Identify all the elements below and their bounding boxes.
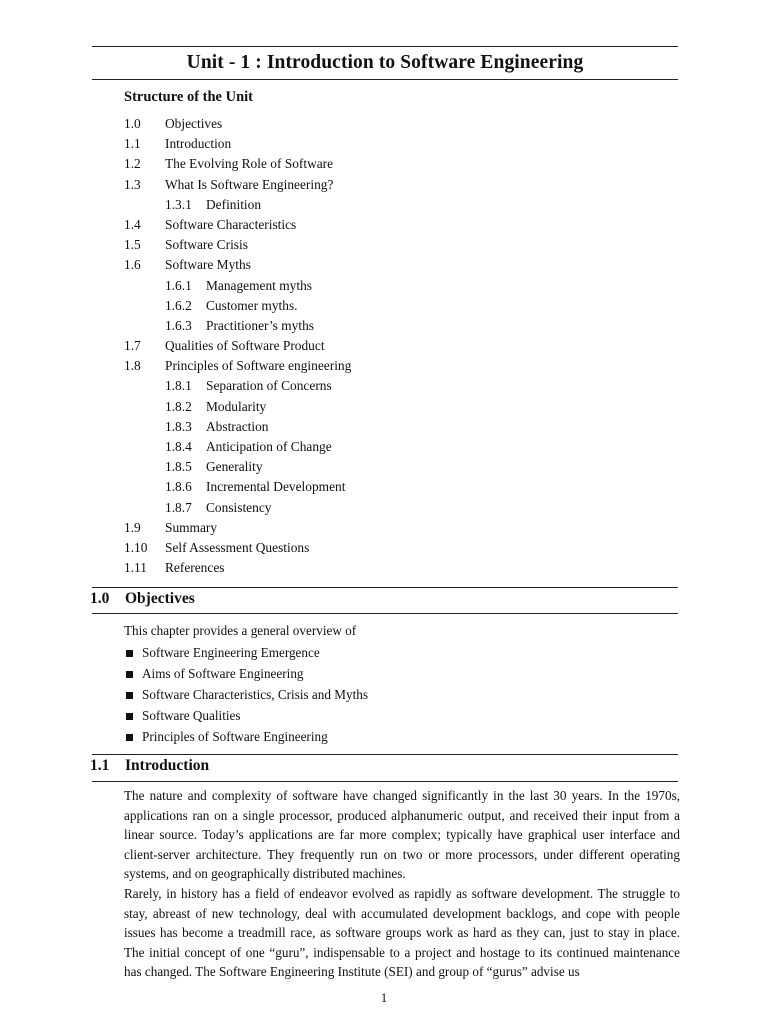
structure-item-label: Software Characteristics — [165, 216, 297, 232]
structure-item-label: Abstraction — [206, 418, 269, 434]
objective-bullet-item — [124, 664, 368, 685]
structure-item-label: Software Myths — [165, 257, 251, 273]
objective-bullet-item — [124, 643, 368, 664]
objectives-bottom-rule — [92, 613, 678, 614]
structure-item-label: Qualities of Software Product — [165, 338, 325, 354]
square-bullet-icon — [126, 713, 133, 720]
square-bullet-icon — [126, 692, 133, 699]
objectives-intro: This chapter provides a general overview of — [124, 623, 357, 638]
objective-bullet-text: Principles of Software Engineering — [142, 728, 328, 744]
structure-item-label: Management myths — [206, 277, 312, 293]
objective-bullet-text: Software Engineering Emergence — [142, 645, 320, 660]
objectives-title: Objectives — [125, 590, 195, 607]
structure-item-number: 1.8.6 — [165, 479, 192, 495]
objective-bullet-item — [124, 685, 368, 706]
introduction-paragraph-1: The nature and complexity of software have changed significantly in the last 30 years. In the 1970s, applications ran on a single processor, produced alphanumeric output, and received their input from a linear source. Today’s applications are far more complex; typically have graphical user interface and client-server architecture. They frequently run on two or more processors, under different operating systems, and on geographically distributed machines. — [124, 788, 680, 882]
structure-item-number: 1.9 — [124, 519, 141, 535]
structure-item-number: 1.8.2 — [165, 398, 192, 414]
structure-item-number: 1.11 — [124, 560, 147, 576]
page-number: 1 — [380, 990, 388, 1005]
structure-item-label: References — [165, 560, 225, 576]
structure-item-number: 1.6.2 — [165, 297, 192, 313]
page-title: Unit - 1 : Introduction to Software Engineering — [186, 52, 584, 73]
structure-item-label: Customer myths. — [206, 297, 298, 313]
structure-item-number: 1.8.3 — [165, 418, 192, 434]
structure-item-label: Definition — [206, 196, 262, 212]
structure-item-label: Software Crisis — [165, 237, 248, 253]
objective-bullet-text: Aims of Software Engineering — [142, 665, 304, 681]
structure-item-label: Practitioner’s myths — [206, 317, 314, 333]
introduction-heading — [90, 757, 209, 775]
structure-item-number: 1.8.5 — [165, 459, 192, 475]
structure-item-number: 1.3.1 — [165, 196, 192, 212]
structure-item-label: Generality — [206, 459, 263, 475]
objectives-number: 1.0 — [90, 590, 110, 607]
structure-item-label: Self Assessment Questions — [165, 539, 310, 555]
objective-bullet-item — [124, 706, 368, 727]
title-bottom-rule — [92, 79, 678, 80]
structure-item-label: Principles of Software engineering — [165, 358, 352, 374]
structure-heading: Structure of the Unit — [124, 89, 254, 105]
structure-item-label: Anticipation of Change — [206, 439, 332, 454]
structure-item-label: Summary — [165, 519, 218, 535]
structure-item-label: What Is Software Engineering? — [165, 176, 334, 192]
structure-item-number: 1.2 — [124, 156, 141, 172]
structure-item-number: 1.6.1 — [165, 277, 192, 293]
structure-item-number: 1.3 — [124, 176, 141, 192]
structure-item-number: 1.1 — [124, 136, 141, 152]
structure-item-number: 1.4 — [124, 216, 141, 232]
introduction-number: 1.1 — [90, 757, 110, 774]
objectives-heading — [90, 590, 195, 608]
introduction-title: Introduction — [125, 757, 210, 774]
objective-bullet-item — [124, 727, 368, 748]
objectives-bullet-list — [124, 643, 368, 747]
structure-item-label: Objectives — [165, 116, 223, 131]
structure-item-number: 1.6.3 — [165, 317, 192, 333]
objective-bullet-text: Software Characteristics, Crisis and Myths — [142, 686, 368, 702]
structure-item-number: 1.6 — [124, 257, 141, 273]
structure-item-number: 1.10 — [124, 539, 148, 555]
structure-item-number: 1.8.1 — [165, 378, 192, 394]
structure-item-number: 1.0 — [124, 116, 141, 131]
title-top-rule — [92, 46, 678, 47]
objectives-top-rule — [92, 587, 678, 588]
introduction-bottom-rule — [92, 781, 678, 782]
structure-item-label: Separation of Concerns — [206, 378, 332, 394]
objective-bullet-text: Software Qualities — [142, 707, 241, 723]
square-bullet-icon — [126, 650, 133, 657]
structure-item-number: 1.8.7 — [165, 499, 192, 515]
structure-item-label: The Evolving Role of Software — [165, 156, 334, 172]
structure-item-number: 1.7 — [124, 338, 141, 354]
structure-item-label: Incremental Development — [206, 479, 346, 495]
square-bullet-icon — [126, 671, 133, 678]
structure-item-label: Modularity — [206, 398, 267, 414]
structure-item-number: 1.8 — [124, 358, 141, 374]
structure-item-label: Consistency — [206, 499, 272, 515]
introduction-paragraph-2: Rarely, in history has a field of endeavor evolved as rapidly as software development. The struggle to stay, abreast of new technology, deal with accumulated development backlogs, and cope with people issues has become a treadmill race, as software groups work as hard as they can, just to stay in place. The initial concept of one “guru”, indispensable to a project and hostage to its continued maintenance has changed. The Software Engineering Institute (SEI) and group of “gurus” advise us — [124, 886, 680, 980]
introduction-top-rule — [92, 754, 678, 755]
square-bullet-icon — [126, 734, 133, 741]
structure-item-number: 1.8.4 — [165, 439, 192, 454]
structure-item-number: 1.5 — [124, 237, 141, 253]
structure-item-label: Introduction — [165, 136, 232, 152]
